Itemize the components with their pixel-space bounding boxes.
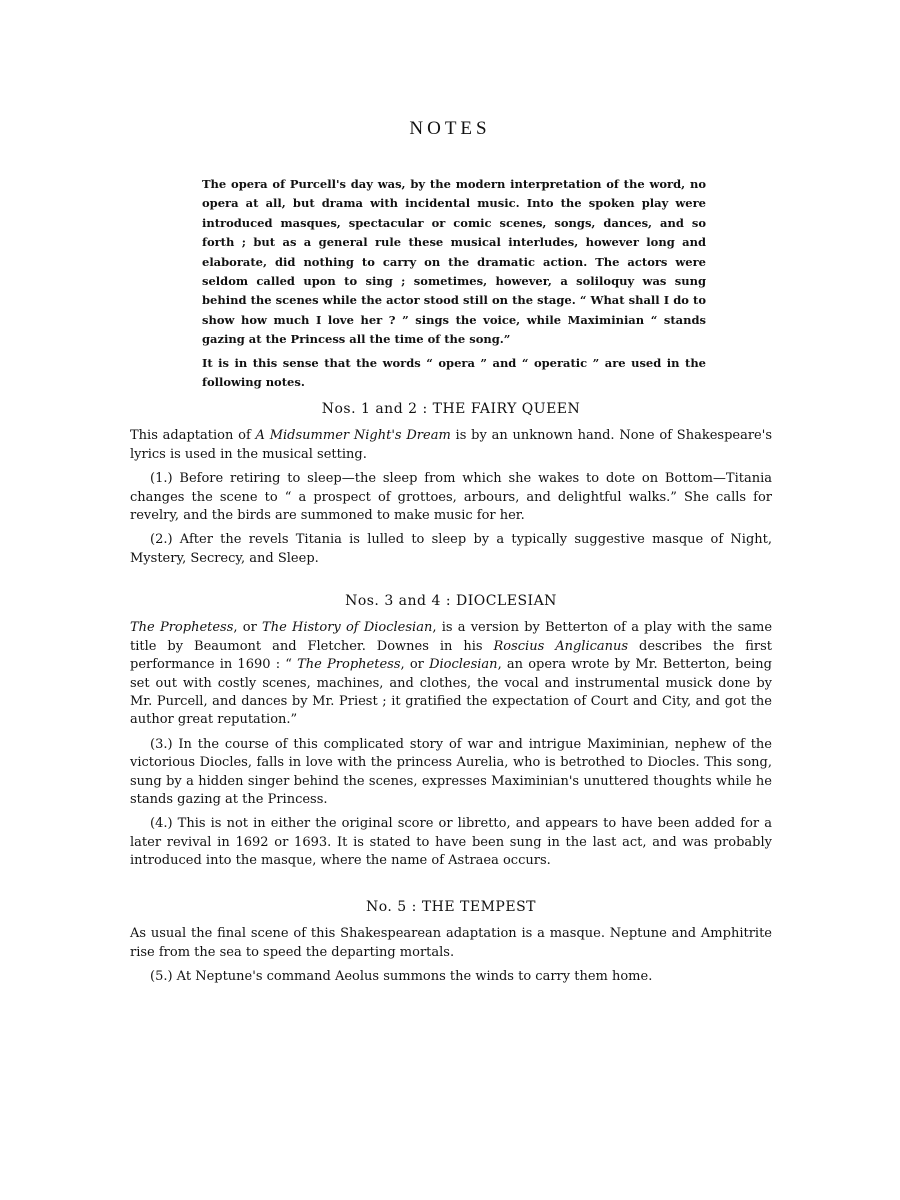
- section-dioclesian: [130, 592, 772, 871]
- text-run: , is a version by Betterton of a play with the same title by Beaumont and Fletcher. Downes in his: [130, 620, 773, 654]
- section-heading: Nos. 3 and 4 : DIOCLESIAN: [345, 593, 557, 609]
- title-italic: The History of Dioclesian: [262, 620, 433, 636]
- title-italic: Roscius Anglicanus: [493, 638, 629, 654]
- text-run: This adaptation of: [130, 428, 256, 444]
- intro-block: [202, 175, 706, 392]
- text-run: describes the first performance in 1690 : “: [130, 638, 773, 673]
- text-run: , or: [400, 657, 430, 673]
- title-italic: The Prophetess: [297, 657, 401, 673]
- section-heading: No. 5 : THE TEMPEST: [365, 899, 537, 915]
- section-paragraph: [130, 619, 772, 729]
- text-run: , an opera wrote by Mr. Betterton, being set out with costly scenes, machines, and clothes, the vocal and instrumental musick done by Mr. Purcell, and dances by Mr. Priest ; it gratified the expectation of Court and City, and got the author great reputation.”: [130, 657, 772, 728]
- note-paragraph: (2.) After the revels Titania is lulled to sleep by a typically suggestive masque of Night, Mystery, Secrecy, and Sleep.: [130, 532, 772, 566]
- note-paragraph: (1.) Before retiring to sleep—the sleep from which she wakes to dote on Bottom—Titania changes the scene to “ a prospect of grottoes, arbours, and delightful walks.” She calls for revelry, and the birds are summoned to make music for her.: [130, 471, 772, 524]
- intro-paragraph: It is in this sense that the words “ opera ” and “ operatic ” are used in the following notes.: [202, 355, 706, 390]
- note-paragraph: (3.) In the course of this complicated story of war and intrigue Maximinian, nephew of the victorious Diocles, falls in love with the princess Aurelia, who is betrothed to Diocles. This song, sung by a hidden singer behind the scenes, expresses Maximinian's unuttered thoughts while he stands gazing at the Princess.: [130, 736, 772, 808]
- intro-paragraph: The opera of Purcell's day was, by the modern interpretation of the word, no opera at all, but drama with incidental music. Into the spoken play were introduced masques, spectacular or comic scenes, songs, dances, and so forth ; but as a general rule these musical interludes, however long and elaborate, did nothing to carry on the dramatic action. The actors were seldom called upon to sing ; sometimes, however, a soliloquy was sung behind the scenes while the actor stood still on the stage. “ What shall I do to show how much I love her ? ” sings the voice, while Maximinian “ stands gazing at the Princess all the time of the song.”: [202, 177, 706, 347]
- section-paragraph: As usual the final scene of this Shakespearean adaptation is a masque. Neptune and Amphitrite rise from the sea to speed the departing mortals.: [130, 926, 772, 960]
- section-tempest: [130, 898, 772, 987]
- section-fairy-queen: [130, 400, 772, 568]
- note-paragraph: (4.) This is not in either the original score or libretto, and appears to have been added for a later revival in 1692 or 1693. It is stated to have been sung in the last act, and was probably introduced into the masque, where the name of Astraea occurs.: [130, 816, 772, 869]
- note-paragraph: (5.) At Neptune's command Aeolus summons the winds to carry them home.: [150, 969, 653, 985]
- page-title: NOTES: [409, 118, 491, 139]
- section-paragraph: [130, 427, 772, 464]
- text-run: is by an unknown hand. None of Shakespeare's lyrics is used in the musical setting.: [130, 428, 772, 462]
- title-italic: The Prophetess: [130, 620, 234, 636]
- title-italic: Dioclesian: [429, 657, 498, 673]
- section-heading: Nos. 1 and 2 : THE FAIRY QUEEN: [321, 401, 581, 417]
- title-italic: A Midsummer Night's Dream: [255, 428, 451, 444]
- text-run: , or: [233, 620, 263, 636]
